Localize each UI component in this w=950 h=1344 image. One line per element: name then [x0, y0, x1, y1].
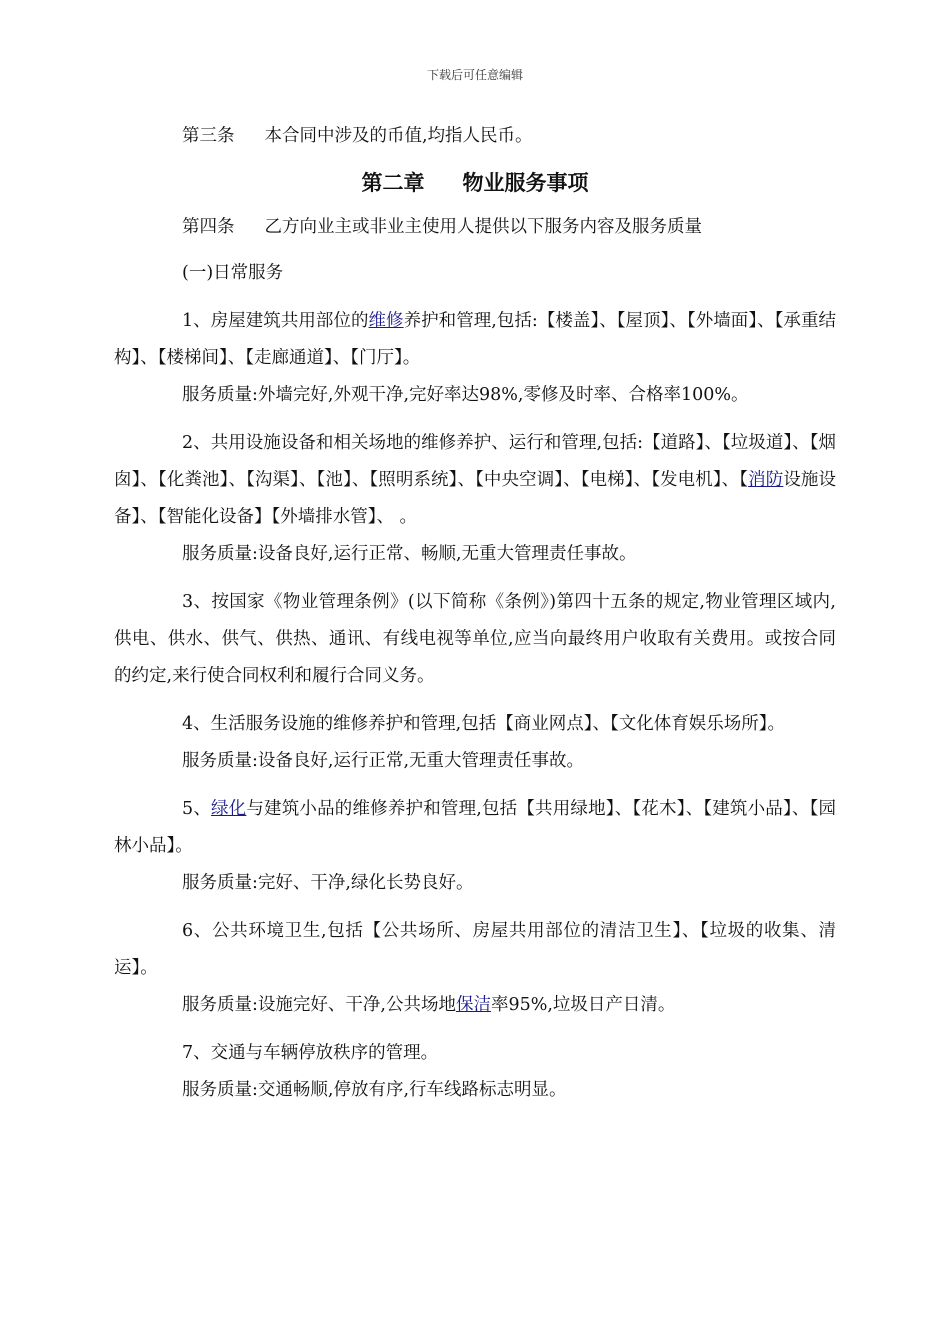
chapter-heading [114, 163, 836, 203]
chapter-title: 物业服务事项 [462, 171, 589, 195]
link-cleaning[interactable]: 保洁 [455, 995, 491, 1015]
item-3: 3、按国家《物业管理条例》(以下简称《条例》)第四十五条的规定,物业管理区域内,供电、供水、供气、供热、通讯、有线电视等单位,应当向最终用户收取有关费用。或按合同的约定,来行使合同权利和履行合同义务。 [114, 592, 836, 686]
link-greening[interactable]: 绿化 [211, 799, 247, 819]
item-5-prefix: 5、 [182, 799, 211, 819]
item-7: 7、交通与车辆停放秩序的管理。 [182, 1043, 439, 1063]
item-2-quality: 服务质量:设备良好,运行正常、畅顺,无重大管理责任事故。 [182, 544, 637, 564]
item-4: 4、生活服务设施的维修养护和管理,包括【商业网点】、【文化体育娱乐场所】。 [182, 714, 785, 734]
chapter-label: 第二章 [361, 171, 425, 195]
article-4-text: 乙方向业主或非业主使用人提供以下服务内容及服务质量 [264, 217, 702, 237]
item-1 [114, 303, 836, 377]
item-6-quality [114, 987, 836, 1024]
item-1-prefix: 1、房屋建筑共用部位的 [182, 311, 369, 331]
item-1-quality: 服务质量:外墙完好,外观干净,完好率达98%,零修及时率、合格率100%。 [182, 385, 749, 405]
item-5-suffix: 与建筑小品的维修养护和管理,包括【共用绿地】、【花木】、【建筑小品】、【园林小品】。 [114, 799, 837, 856]
link-repair[interactable]: 维修 [368, 311, 404, 331]
item-1-suffix: 养护和管理,包括:【楼盖】、【屋顶】、【外墙面】、【承重结构】、【楼梯间】、【走廊通道】、【门厅】。 [114, 311, 837, 368]
item-2 [114, 425, 836, 536]
document-body [114, 118, 836, 1109]
item-7-quality: 服务质量:交通畅顺,停放有序,行车线路标志明显。 [182, 1080, 567, 1100]
item-5-quality: 服务质量:完好、干净,绿化长势良好。 [182, 873, 474, 893]
article-3-text: 本合同中涉及的币值,均指人民币。 [264, 126, 533, 146]
article-3-label: 第三条 [182, 126, 235, 146]
link-fire-protection[interactable]: 消防 [748, 470, 784, 490]
header-note: 下载后可任意编辑 [426, 68, 523, 82]
article-4 [114, 209, 836, 246]
section-heading: (一)日常服务 [182, 263, 284, 283]
item-2-prefix: 2、共用设施设备和相关场地的维修养护、运行和管理,包括:【道路】、【垃圾道】、【烟囱】、【化粪池】、【沟渠】、【池】、【照明系统】、【中央空调】、【电梯】、【发电机】、【 [114, 433, 836, 490]
item-4-quality: 服务质量:设备良好,运行正常,无重大管理责任事故。 [182, 751, 585, 771]
item-2-suffix: 设施设备】、【智能化设备】【外墙排水管】、 。 [114, 470, 836, 527]
item-6-quality-suffix: 率95%,垃圾日产日清。 [490, 995, 676, 1015]
article-4-label: 第四条 [182, 217, 235, 237]
item-6-quality-prefix: 服务质量:设施完好、干净,公共场地 [182, 995, 456, 1015]
article-3 [114, 118, 836, 155]
item-5 [114, 791, 836, 865]
item-6: 6、公共环境卫生,包括【公共场所、房屋共用部位的清洁卫生】、【垃圾的收集、清运】。 [114, 921, 836, 978]
